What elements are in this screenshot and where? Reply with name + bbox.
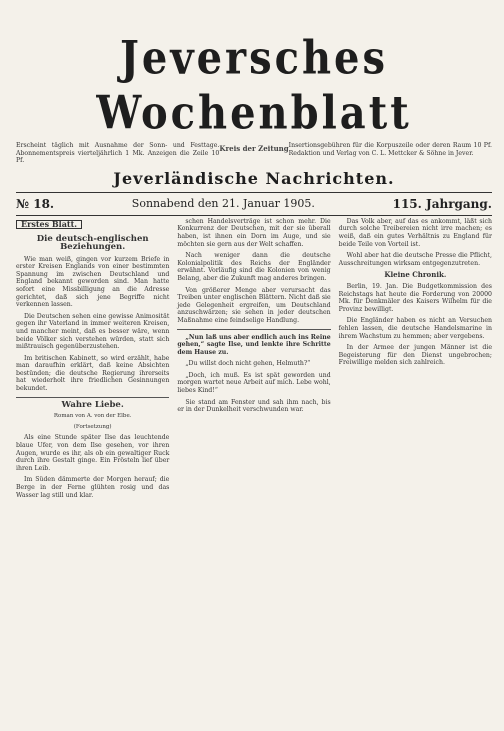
story-continuation: (Fortsetzung) [73, 423, 112, 430]
volume-year: 115. Jahrgang. [392, 196, 492, 211]
article-columns [16, 218, 492, 503]
paragraph: „Du willst doch nicht gehen, Helmuth?“ [185, 360, 311, 368]
paragraph: Sie stand am Fenster und sah ihm nach, bis er in der Dunkelheit verschwunden war. [177, 398, 331, 414]
paragraph: Nach weniger dann die deutsche Kolonialpolitik des Reichs der Engländer erwähnt. Vorläufig sind die Kolonien von wenig Belang, aber die Zukunft mag anderes bringen. [177, 252, 331, 282]
paragraph: Von größerer Menge aber verursacht das Treiben unter englischen Blättern. Nicht daß sie jede Gelegenheit ergreifen, um Deutschland anzuschwärzen; sie sehen in jeder deutschen Maßnahme eine feindselige Handlung. [177, 286, 331, 324]
issue-date: Sonnabend den 21. Januar 1905. [131, 197, 315, 211]
paragraph: Das Volk aber, auf das es ankommt, läßt sich durch solche Treibereien nicht irre machen; es weiß, daß ein gutes Verhältnis zu England für beide Teile von Vorteil ist. [338, 217, 492, 248]
advert-info: Insertionsgebühren für die Korpuszeile oder deren Raum 10 Pf. Redaktion und Verlag von C. L. Mettcker & Söhne in Jever. [288, 142, 493, 157]
feuilleton-divider [177, 329, 330, 330]
paper-subtitle: Jeverländische Nachrichten. [113, 168, 395, 188]
paragraph: Die Engländer haben es nicht an Versuchen fehlen lassen, die deutsche Handelsmarine in ihrem Wachstum zu hemmen; aber vergebens. [338, 317, 492, 340]
district-paper-label: Kreis der Zeitung [219, 144, 289, 153]
paragraph: Im britischen Kabinett, so wird erzählt, habe man daraufhin erklärt, daß keine Absichten bestünden; die deutsche Regierung ihrerseits hat wiederholt ihre friedlichen Gesinnungen bekundet. [16, 354, 170, 393]
paragraph: Im Süden dämmerte der Morgen herauf; die Berge in der Ferne glühten rosig und das Wasser lag still und klar. [16, 476, 170, 499]
issue-number: № 18. [16, 196, 55, 211]
column-2 [177, 218, 330, 503]
article-heading: Die deutsch-englischen Beziehungen. [36, 234, 149, 252]
masthead-title: Jeversches Wochenblatt [96, 30, 412, 141]
paragraph: Die Deutschen sehen eine gewisse Animosität gegen ihr Vaterland in immer weiteren Kreisen, und mancher meint, daß es besser wäre, wenn beide Völker sich verstehen würden, statt sich mißtrauisch gegenüberzustehen. [16, 312, 170, 351]
paragraph: Berlin, 19. Jan. Die Budgetkommission des Reichstags hat heute die Forderung von 20000 Mk. für Denkmäler des Kaisers Wilhelm für die Provinz bewilligt. [338, 282, 492, 313]
paragraph: Wohl aber hat die deutsche Presse die Pflicht, Ausschreitungen wirksam entgegenzutreten. [338, 252, 492, 267]
story-heading: Wahre Liebe. [61, 399, 124, 410]
feuilleton-divider [16, 397, 169, 398]
dateline-rule [16, 215, 492, 216]
header-rule [16, 192, 492, 193]
chronicle-heading: Kleine Chronik. [384, 270, 447, 280]
paragraph: „Doch, ich muß. Es ist spät geworden und morgen wartet neue Arbeit auf mich. Lebe wohl, liebes Kind!“ [177, 371, 331, 395]
subscription-info: Erscheint täglich mit Ausnahme der Sonn- und Festtage. Abonnementspreis vierteljährlich 1 Mk. Anzeigen die Zeile 10 Pf. [16, 142, 220, 165]
paragraph: Wie man weiß, gingen vor kurzem Briefe in erster Kreisen Englands von einer bestimmten Spannung im zwischen Deutschland und England bekannt geworden sind. Man hatte sofort eine Missbilligung an die Adresse gerichtet, daß sich jene Begriffe nicht verkennen lassen. [16, 255, 170, 309]
masthead-subrow [16, 142, 492, 165]
story-quote: „Nun laß uns aber endlich auch ins Reine gehen,“ sagte Ilse, und lenkte ihre Schritte dem Hause zu. [177, 333, 331, 356]
paragraph: schen Handelsverträge ist schon mehr. Die Konkurrenz der Deutschen, mit der sie überall haben, ist ihnen ein Dorn im Auge, und sie möchten sie gern aus der Welt schaffen. [177, 217, 331, 248]
column-3 [339, 218, 492, 503]
dateline [16, 197, 492, 211]
paragraph: Als eine Stunde später Ilse das leuchtende blaue Ufer, von dem Ilse gesehen, vor ihren Augen, wurde es ihr, als ob ein gewaltiger Ruck durch ihre Gestalt ginge. Ein Frösteln lief über ihren Leib. [16, 434, 170, 472]
first-sheet-tag: Erstes Blatt. [16, 220, 82, 230]
column-1 [16, 218, 169, 503]
story-author: Roman von A. von der Elbe. [53, 413, 132, 420]
paragraph: In der Armee der jungen Männer ist die Begeisterung für den Dienst ungebrochen; Freiwillige melden sich zahlreich. [338, 344, 492, 367]
